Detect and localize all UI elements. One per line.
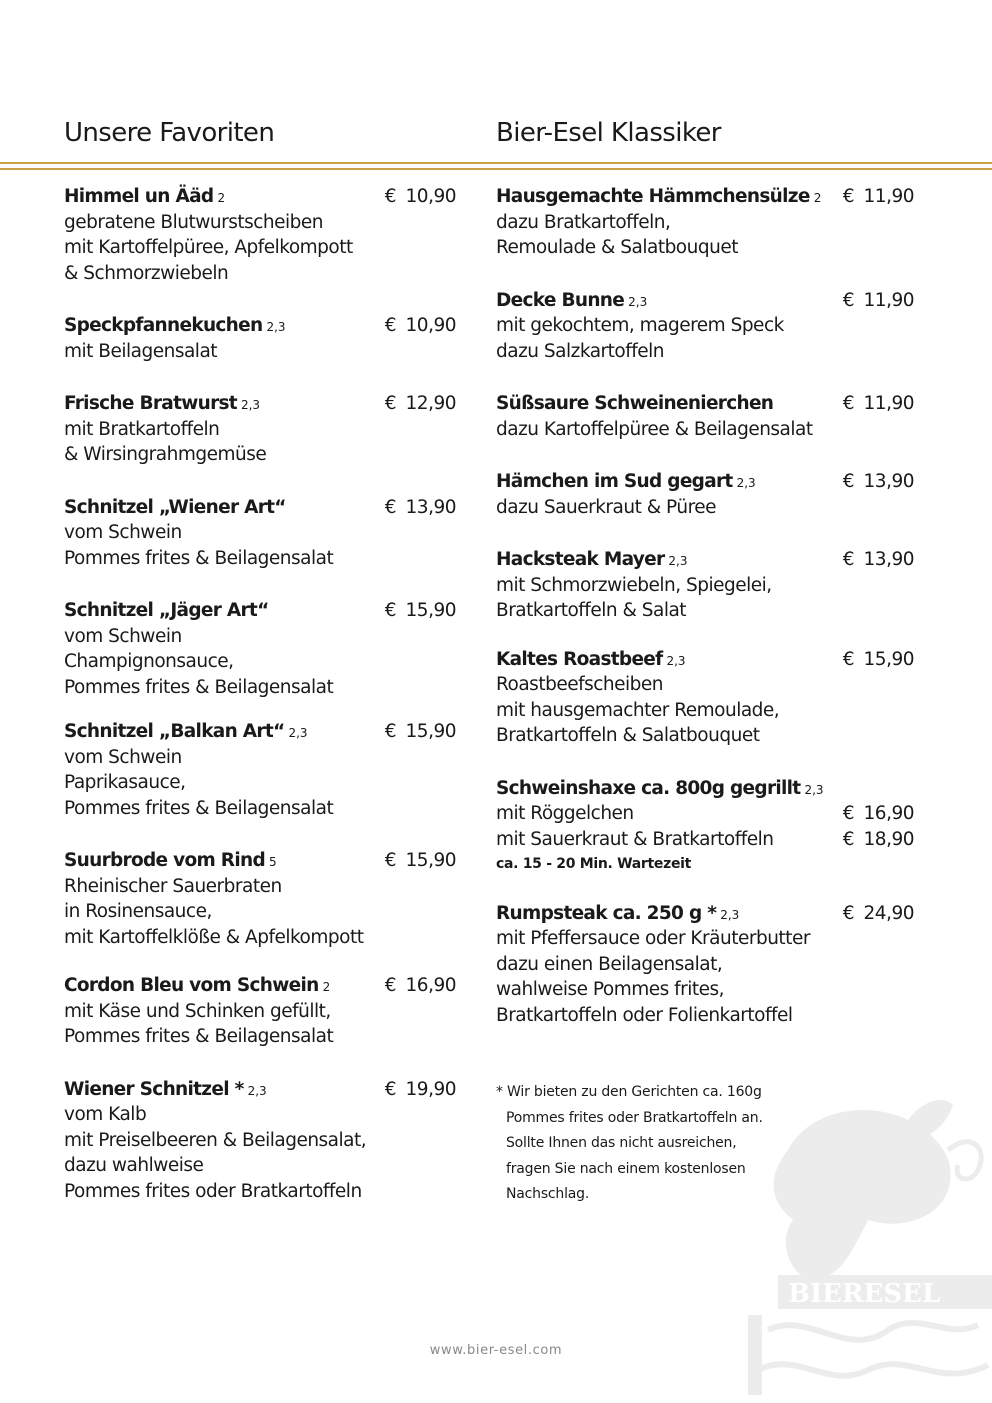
price-tag [384,184,456,210]
note-line: Nachschlag. [506,1186,590,1202]
dish-description: dazu Salzkartoffeln [496,340,665,362]
dish-name: Himmel un Ääd [64,186,214,207]
currency-symbol: € [842,289,854,311]
dish-description: Pommes frites & Beilagensalat [64,547,334,569]
dish-description: mit gekochtem, magerem Speck [496,315,784,336]
price-tag [384,313,456,339]
allergen-codes: 2,3 [240,398,261,412]
dish-name-line [64,973,456,999]
note-line: Pommes frites oder Bratkartoffeln an. [506,1109,763,1126]
allergen-codes: 2,3 [247,1083,267,1098]
dish-description: dazu einen Beilagensalat, [496,953,723,975]
dish-description: mit Bratkartoffeln [64,418,220,440]
currency-symbol: € [842,648,854,670]
price-value: 13,90 [863,549,914,570]
dish-description: Bratkartoffeln & Salatbouquet [496,725,760,746]
dish-name-line [64,1077,456,1103]
dish-name: Schweinshaxe ca. 800g gegrillt [496,777,801,799]
price-tag [384,495,456,521]
price-value: 11,90 [863,289,914,311]
note-line: Sollte Ihnen das nicht ausreichen, [506,1135,737,1151]
dish-description: & Wirsingrahmgemüse [64,444,267,465]
price-tag [384,973,456,999]
dish-description: mit hausgemachter Remoulade, [496,699,780,721]
currency-symbol: € [384,721,396,742]
dish-name-line [64,391,456,417]
price-tag [842,469,914,495]
currency-symbol: € [384,393,396,414]
allergen-codes: 2,3 [720,907,740,922]
menu-item [64,1077,456,1205]
price-value: 19,90 [405,1078,456,1100]
left-column-title: Unsere Favoriten [64,118,275,148]
menu-item [496,391,914,442]
dish-name: Hämchen im Sud gegart [496,471,733,492]
dish-name-line [64,719,456,745]
price-tag [842,547,914,573]
left-menu-column [64,184,456,1204]
currency-symbol: € [842,549,854,570]
currency-symbol: € [384,850,396,871]
dish-name-line [64,598,456,624]
menu-item [496,776,914,878]
dish-name-line [64,184,456,210]
dish-name-line [496,901,914,927]
dish-description: Champignonsauce, [64,651,234,672]
right-column-title: Bier-Esel Klassiker [496,118,721,148]
gold-rule-bottom [0,168,992,170]
dish-description: mit Schmorzwiebeln, Spiegelei, [496,574,772,596]
price-value: 10,90 [405,186,456,207]
dish-name: Kaltes Roastbeef [496,648,663,670]
note-line: * Wir bieten zu den Gerichten ca. 160g [496,1084,762,1100]
dish-description: in Rosinensauce, [64,901,212,922]
dish-name: Schnitzel „Balkan Art“ [64,721,285,742]
wait-time-note: ca. 15 - 20 Min. Wartezeit [496,856,692,872]
menu-item [64,848,456,950]
dish-description: Remoulade & Salatbouquet [496,237,738,258]
allergen-codes: 2,3 [266,320,286,334]
dish-description: dazu Bratkartoffeln, [496,211,671,233]
dish-name-line [496,647,914,673]
currency-symbol: € [384,315,396,336]
dish-name-line [64,495,456,521]
dish-description: Pommes frites & Beilagensalat [64,797,334,819]
currency-symbol: € [384,186,396,207]
price-value: 15,90 [863,648,914,670]
currency-symbol: € [842,471,854,492]
dish-name: Wiener Schnitzel * [64,1078,244,1100]
menu-item [64,313,456,364]
menu-item [496,647,914,749]
menu-item [64,719,456,821]
price-tag [384,1077,456,1103]
price-tag [384,719,456,745]
currency-symbol: € [384,496,396,518]
dish-name-line [496,776,914,802]
dish-name: Schnitzel „Jäger Art“ [64,600,269,621]
currency-symbol: € [384,975,396,996]
allergen-codes: 2 [813,191,822,205]
menu-item [496,901,914,1029]
allergen-codes: 2,3 [288,726,308,740]
option-text: mit Sauerkraut & Bratkartoffeln [496,828,774,850]
dish-description: Bratkartoffeln & Salat [496,600,687,621]
menu-item [64,598,456,700]
dish-description: mit Beilagensalat [64,340,218,362]
currency-symbol: € [384,1078,396,1100]
dish-name: Decke Bunne [496,289,625,311]
dish-description: Bratkartoffeln oder Folienkartoffel [496,1004,793,1026]
price-value: 16,90 [405,975,456,996]
dish-description: mit Pfeffersauce oder Kräuterbutter [496,928,810,949]
dish-name: Frische Bratwurst [64,393,237,414]
price-tag [842,901,914,927]
price-tag [842,184,914,210]
dish-description: Pommes frites oder Bratkartoffeln [64,1180,362,1202]
price-value: 15,90 [405,600,456,621]
currency-symbol: € [842,828,854,850]
price-value: 12,90 [405,393,456,414]
currency-symbol: € [842,803,854,824]
dish-description: vom Schwein [64,746,182,768]
menu-item [64,973,456,1050]
dish-description: dazu Sauerkraut & Püree [496,496,717,518]
allergen-codes: 2,3 [666,653,686,668]
dish-description: Paprikasauce, [64,772,186,793]
dish-name: Speckpfannekuchen [64,315,263,336]
price-tag [842,647,914,673]
dish-description: dazu wahlweise [64,1155,204,1176]
menu-item [64,184,456,286]
price-tag [842,391,914,417]
price-value: 11,90 [863,393,914,414]
currency-symbol: € [384,600,396,621]
price-value: 15,90 [405,721,456,742]
dish-description: vom Kalb [64,1104,147,1125]
price-value: 11,90 [863,186,914,207]
price-tag [384,391,456,417]
price-tag [384,848,456,874]
allergen-codes: 2,3 [628,294,648,309]
price-value: 15,90 [405,850,456,871]
dish-description: dazu Kartoffelpüree & Beilagensalat [496,418,813,440]
price-tag [384,598,456,624]
gold-rule-top [0,162,992,164]
right-menu-column [496,184,914,1028]
allergen-codes: 5 [268,855,277,869]
dish-name-line [496,391,914,417]
dish-description: mit Preiselbeeren & Beilagensalat, [64,1129,367,1151]
currency-symbol: € [842,186,854,207]
dish-description: mit Käse und Schinken gefüllt, [64,1000,331,1022]
price-tag [842,801,914,827]
logo-text: BIERESEL [788,1279,941,1309]
dish-description: gebratene Blutwurstscheiben [64,211,324,233]
website-footer: www.bier-esel.com [429,1343,563,1358]
menu-item [64,495,456,572]
price-value: 13,90 [405,496,456,518]
dish-description: & Schmorzwiebeln [64,262,229,284]
price-tag [842,827,914,853]
menu-item [496,288,914,365]
dish-description: Pommes frites & Beilagensalat [64,1026,334,1047]
dish-name: Schnitzel „Wiener Art“ [64,496,286,518]
dish-name-line [496,469,914,495]
dish-option [496,801,914,827]
menu-item [496,184,914,261]
dish-name: Süßsaure Schweinenierchen [496,393,774,414]
dish-description: mit Kartoffelklöße & Apfelkompott [64,926,364,948]
dish-description: Roastbeefscheiben [496,674,663,695]
option-text: mit Röggelchen [496,803,634,824]
dish-name-line [496,184,914,210]
dish-description: vom Schwein [64,625,182,647]
currency-symbol: € [842,393,854,414]
dish-option [496,827,914,853]
menu-item [496,469,914,520]
price-value: 18,90 [863,828,914,850]
menu-item [496,547,914,624]
allergen-codes: 2 [322,980,331,994]
note-line: fragen Sie nach einem kostenlosen [506,1160,746,1177]
price-value: 13,90 [863,471,914,492]
dish-name: Cordon Bleu vom Schwein [64,975,319,996]
allergen-codes: 2,3 [804,782,824,797]
dish-description: Rheinischer Sauerbraten [64,875,282,897]
dish-name-line [496,547,914,573]
dish-name-line [496,288,914,314]
allergen-codes: 2 [217,191,226,205]
price-value: 24,90 [863,902,914,924]
price-value: 16,90 [863,803,914,824]
dish-description: vom Schwein [64,522,182,543]
price-value: 10,90 [405,315,456,336]
dish-name: Suurbrode vom Rind [64,850,265,871]
currency-symbol: € [842,902,854,924]
dish-name-line [64,848,456,874]
price-tag [842,288,914,314]
dish-name: Rumpsteak ca. 250 g * [496,902,717,924]
dish-description: Pommes frites & Beilagensalat [64,676,334,698]
dish-description: mit Kartoffelpüree, Apfelkompott [64,237,353,258]
dish-description: wahlweise Pommes frites, [496,979,725,1000]
allergen-codes: 2,3 [736,476,756,490]
portion-note [496,1080,763,1208]
allergen-codes: 2,3 [668,554,688,568]
menu-item [64,391,456,468]
dish-name: Hausgemachte Hämmchensülze [496,186,810,207]
dish-name-line [64,313,456,339]
dish-name: Hacksteak Mayer [496,549,665,570]
